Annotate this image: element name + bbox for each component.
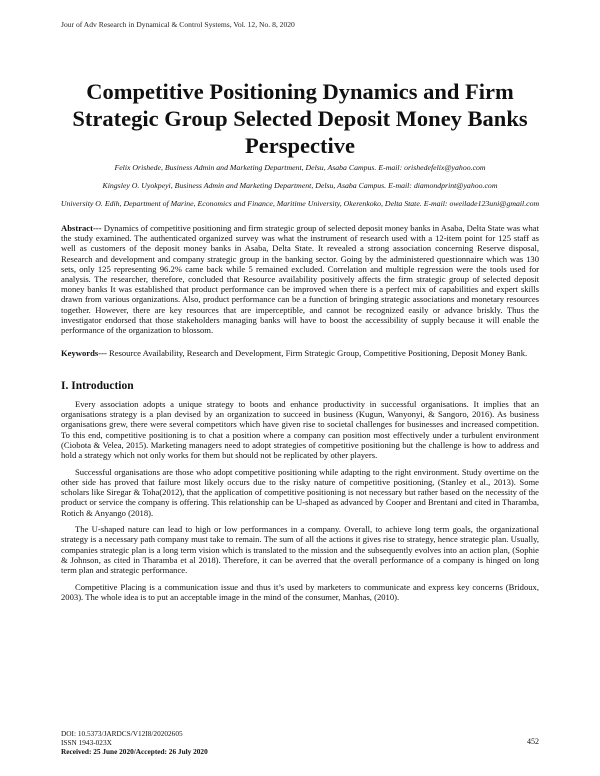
abstract-label: Abstract--- [61, 223, 102, 233]
author-2: Kingsley O. Uyokpeyi, Business Admin and Marketing Department, Delsu, Asaba Campus. E-mail: diamondprint@yahoo.com [102, 181, 498, 190]
running-head: Jour of Adv Research in Dynamical & Control Systems, Vol. 12, No. 8, 2020 [61, 20, 295, 29]
keywords-text: Resource Availability, Research and Development, Firm Strategic Group, Competitive Positioning, Deposit Money Bank. [108, 348, 528, 358]
abstract [61, 223, 539, 335]
section-heading-introduction: I. Introduction [61, 380, 134, 392]
author-3: University O. Edih, Department of Marine, Economics and Finance, Maritime University, Okerenkoko, Delta State. E-mail: oweilade123uni@gmail.com [60, 199, 540, 208]
footer-doi: DOI: 10.5373/JARDCS/V12I8/20202605 [61, 729, 183, 738]
keywords [61, 348, 539, 358]
paragraph-2: Successful organisations are those who adopt competitive positioning while adapting to the right environment. Study overtime on the other side has proved that failure most likely occurs due to the risky nature of competitive positioning, (Stanley et al., 2013). Some scholars like Siregar & Toha(2012), that the application of competitive positioning is not necessary but rather based on the necessity of the product or service the company is offering. This relationship can be U-shaped as advanced by Cooper and Brentani and cited in Tharamba, Rotich & Anyango (2018). [61, 466, 539, 518]
author-block [60, 163, 540, 209]
introduction-body [61, 399, 539, 609]
abstract-text: Dynamics of competitive positioning and firm strategic group of selected deposit money banks in Asaba, Delta State was what the study examined. The authenticated organized survey was what the instrument of research used with a 12-item point for 125 staff as well as customers of the deposit money banks in Asaba, Delta State. It revealed a strong association concerning Reserve disposal, Research and development and company strategic group in the banking sector. Going by the administered questionnaire which was 130 sets, only 125 representing 96.2% came back while 5 remained excluded. Correlation and multiple regression were the tools used for analysis. The researcher, therefore, concluded that Resource availability positively affects the firm strategic group of selected deposit money banks It was established that product performance can be improved when there is a perfect mix of capabilities and expert skills drawn from various organizations. Also, product performance can be a function of bringing strategic associations and monetary resources together. However, there are key resources that are imperceptible, and cannot be recognized easily or advance briskly. Thus the investigator endorsed that those stakeholders managing banks will have to boost the accessibility of supply because it will enable the performance of the organization to blossom. [61, 223, 540, 336]
footer-dates: Received: 25 June 2020/Accepted: 26 July 2020 [61, 747, 208, 756]
paragraph-4: Competitive Placing is a communication issue and thus it’s used by marketers to communicate and express key concerns (Bridoux, 2003). The whole idea is to put an acceptable image in the mind of the consumer, Manhas, (2010). [61, 581, 539, 602]
footer-issn: ISSN 1943-023X [61, 738, 112, 747]
page-number: 452 [527, 737, 539, 746]
footer [61, 729, 208, 756]
keywords-label: Keywords--- [61, 348, 107, 358]
paragraph-3: The U-shaped nature can lead to high or low performances in a company. Overall, to achieve long term goals, the organizational strategy is a necessary path company must take to remain. The sum of all the actions it gives rise to strategy, hence strategic plan. Usually, companies strategic plan is a long term vision which is translated to the mission and the subsequently evolves into an action plan, (Sophie & Johnson, as cited in Tharamba et al 2018). Therefore, it can be averred that the overall performance of a company is hinged on long term plan and strategic performance. [61, 524, 539, 576]
author-1: Felix Orishede, Business Admin and Marketing Department, Delsu, Asaba Campus. E-mail: orishedefelix@yahoo.com [114, 163, 486, 172]
paragraph-1: Every association adopts a unique strategy to boots and enhance productivity in successful organisations. It implies that an organisations strategy is a plan devised by an organization to succeed in business (Kugun, Wanyonyi, & Sangoro, 2016). As business organisations grew, there were several competitors which have given rise to societal challenges for businesses and increased competition. To this end, competitive positioning is to chat a position where a company can position most effectively under a turbulent environment (Ciobota & Velea, 2015). Marketing managers need to adopt strategies of competitive positioning but the challenge is how to address and hold a strategy which not only works for them but should not be replicated by other players. [61, 399, 539, 461]
paper-title: Competitive Positioning Dynamics and Firm Strategic Group Selected Deposit Money Banks Perspective [72, 79, 528, 158]
